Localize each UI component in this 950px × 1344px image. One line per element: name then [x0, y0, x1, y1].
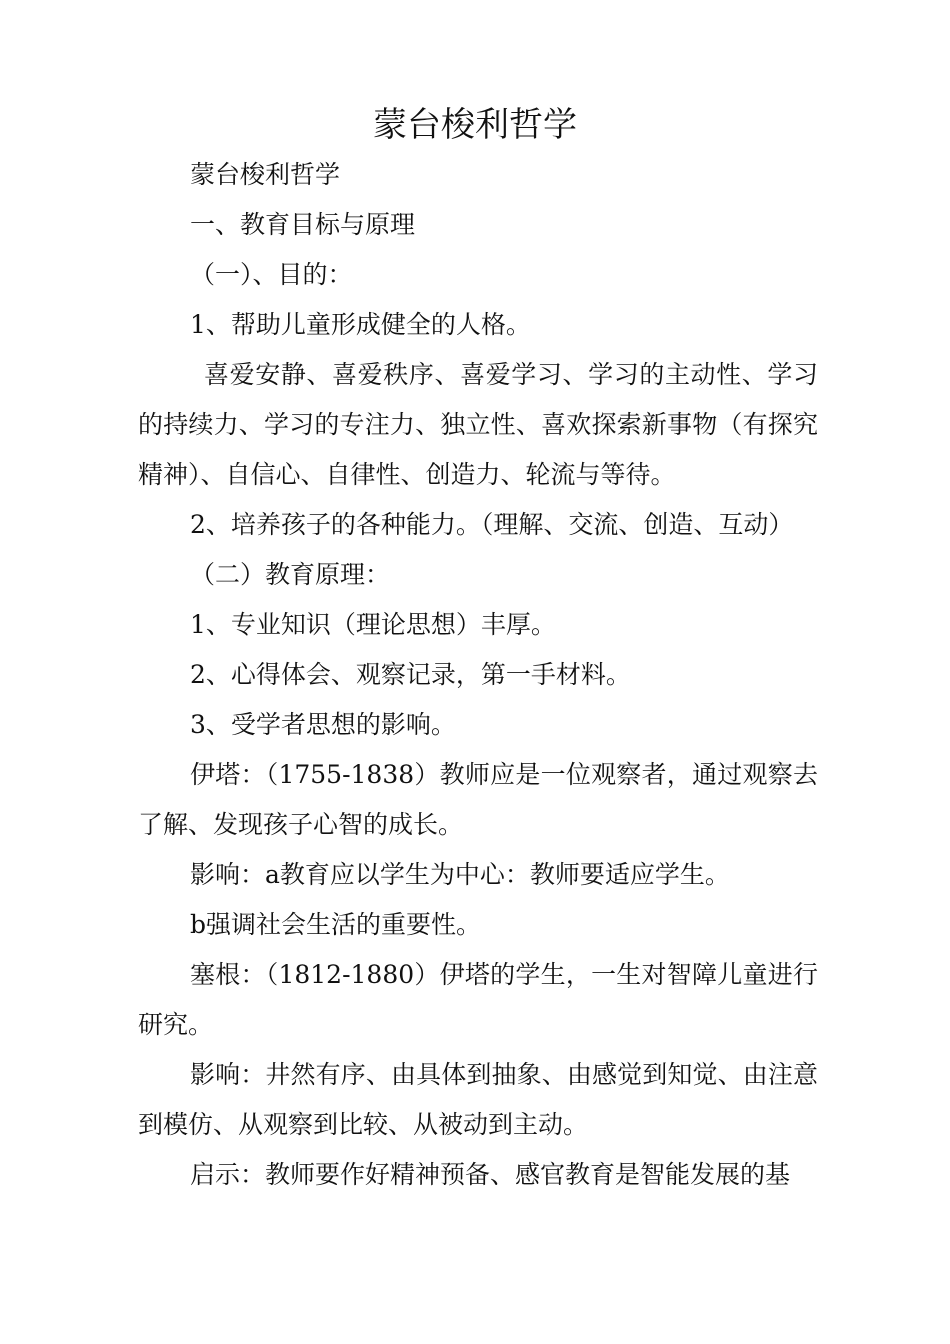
paragraph-item-2: 2、培养孩子的各种能力。（理解、交流、创造、互动）	[190, 510, 794, 539]
paragraph-itard: 伊塔：（1755-1838）教师应是一位观察者，通过观察去了解、发现孩子心智的成长。	[138, 760, 818, 839]
document-title: 蒙台梭利哲学	[373, 105, 577, 145]
paragraph-principle-2: 2、心得体会、观察记录，第一手材料。	[190, 660, 631, 689]
paragraph-seguin: 塞根：（1812-1880）伊塔的学生，一生对智障儿童进行研究。	[138, 960, 818, 1039]
paragraph-influence-b: b强调社会生活的重要性。	[190, 910, 482, 939]
paragraph-principle-3: 3、受学者思想的影响。	[190, 710, 456, 739]
paragraph-section-heading: 一、教育目标与原理	[190, 210, 416, 239]
paragraph-subtitle: 蒙台梭利哲学	[190, 160, 341, 189]
document-body	[138, 150, 818, 1200]
paragraph-influence-a: 影响：a教育应以学生为中心：教师要适应学生。	[190, 860, 730, 889]
paragraph-seguin-influence: 影响：井然有序、由具体到抽象、由感觉到知觉、由注意到模仿、从观察到比较、从被动到主动。	[138, 1060, 818, 1139]
paragraph-traits: 喜爱安静、喜爱秩序、喜爱学习、学习的主动性、学习的持续力、学习的专注力、独立性、喜欢探索新事物（有探究精神）、自信心、自律性、创造力、轮流与等待。	[138, 360, 818, 489]
paragraph-subsection-principles: （二）教育原理：	[190, 560, 391, 589]
paragraph-principle-1: 1、专业知识（理论思想）丰厚。	[190, 610, 556, 639]
paragraph-subsection-purpose: （一）、目的：	[190, 260, 353, 289]
paragraph-insight: 启示：教师要作好精神预备、感官教育是智能发展的基	[190, 1160, 791, 1189]
paragraph-item-1: 1、帮助儿童形成健全的人格。	[190, 310, 531, 339]
